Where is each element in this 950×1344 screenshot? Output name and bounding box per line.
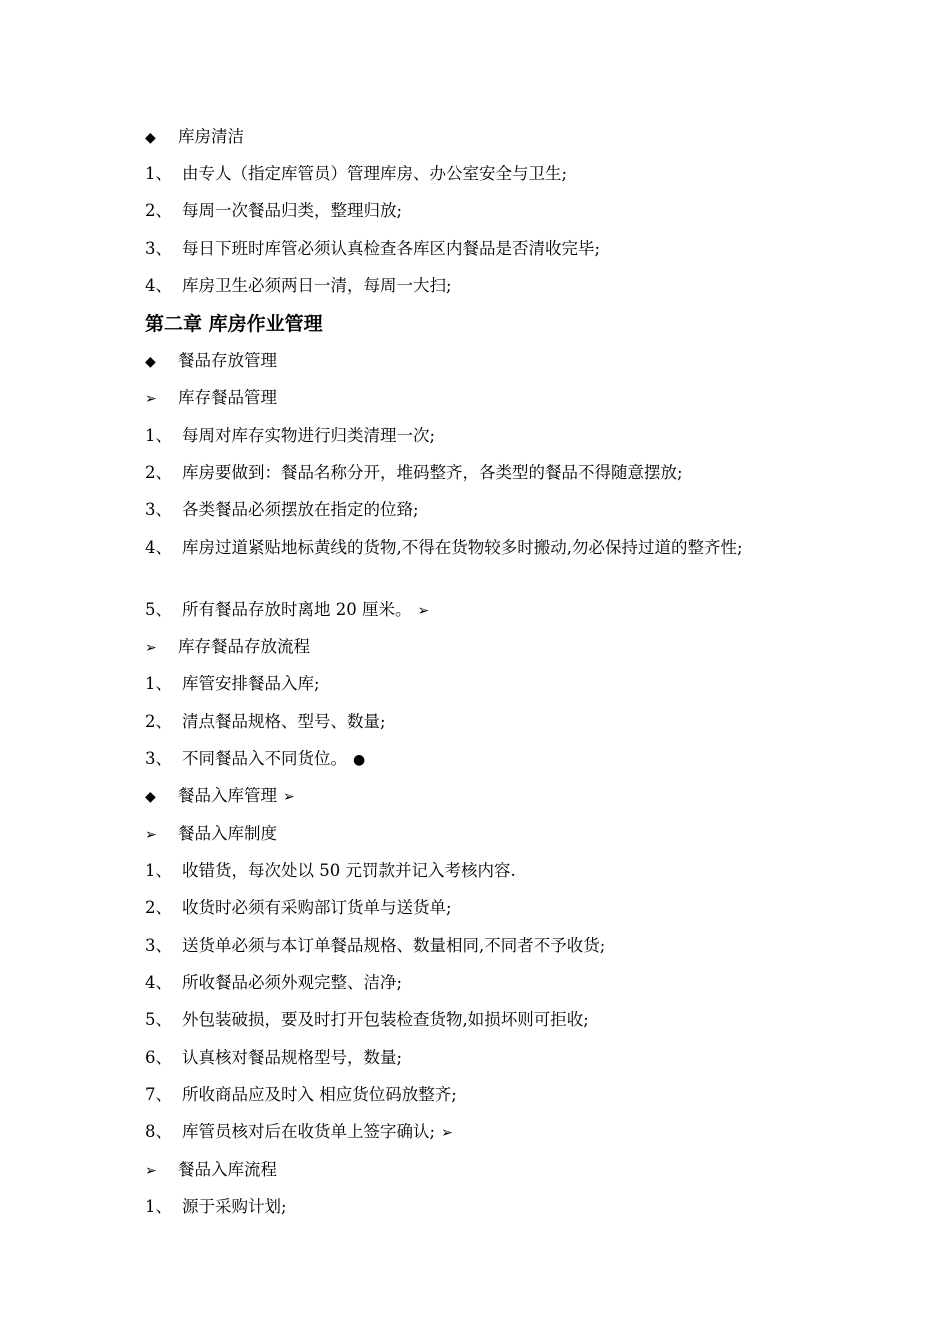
list-item (145, 599, 850, 622)
list-item (145, 499, 850, 521)
arrow-bullet-icon: ➢ (283, 789, 295, 805)
item-number: 4、 (145, 276, 172, 295)
subsection-label: 餐品入库制度 (178, 824, 277, 843)
item-text: 库管员核对后在收货单上签字确认; (182, 1122, 436, 1141)
list-item (145, 537, 820, 559)
diamond-bullet-icon: ◆ (145, 354, 156, 370)
list-item (145, 785, 850, 808)
item-number: 2、 (145, 712, 172, 731)
list-item (145, 748, 850, 771)
item-number: 3、 (145, 500, 172, 519)
circle-bullet-icon: ● (353, 752, 366, 768)
item-number: 8、 (145, 1122, 172, 1141)
item-number: 2、 (145, 201, 172, 220)
item-text: 收错货，每次处以 50 元罚款并记入考核内容. (182, 861, 516, 880)
list-item (145, 200, 850, 222)
item-text: 送货单必须与本订单餐品规格、数量相同,不同者不予收货; (182, 936, 606, 955)
arrow-bullet-icon: ➢ (441, 1125, 453, 1141)
item-text: 源于采购计划; (182, 1197, 287, 1216)
item-text: 所收餐品必须外观完整、洁净; (182, 973, 403, 992)
item-text: 库房过道紧贴地标黄线的货物,不得在货物较多时搬动,勿必保持过道的整齐性; (182, 538, 743, 557)
section-label: 餐品存放管理 (178, 351, 277, 370)
item-text: 每日下班时库管必须认真检查各库区内餐品是否清收完毕; (182, 239, 601, 258)
item-number: 7、 (145, 1085, 172, 1104)
arrow-bullet-icon: ➢ (145, 1163, 157, 1179)
item-text: 不同餐品入不同货位。 (182, 749, 347, 768)
item-text: 清点餐品规格、型号、数量; (182, 712, 386, 731)
list-item (145, 163, 850, 185)
item-text: 库房要做到：餐品名称分开，堆码整齐，各类型的餐品不得随意摆放; (182, 463, 683, 482)
list-item (145, 897, 850, 919)
item-text: 外包装破损，要及时打开包装检查货物,如损坏则可拒收; (182, 1010, 589, 1029)
list-item (145, 126, 850, 149)
item-text: 所收商品应及时入 相应货位码放整齐; (182, 1085, 457, 1104)
item-number: 1、 (145, 674, 172, 693)
item-number: 3、 (145, 749, 172, 768)
item-number: 1、 (145, 426, 172, 445)
list-item (145, 823, 850, 846)
list-item (145, 860, 850, 882)
arrow-bullet-icon: ➢ (145, 391, 157, 407)
list-item (145, 350, 850, 373)
list-item (145, 275, 850, 297)
list-item (145, 636, 850, 659)
item-text: 每周一次餐品归类，整理归放; (182, 201, 403, 220)
list-item (145, 972, 850, 994)
item-text: 每周对库存实物进行归类清理一次; (182, 426, 436, 445)
list-item (145, 935, 850, 957)
item-number: 3、 (145, 239, 172, 258)
item-number: 4、 (145, 973, 172, 992)
item-text: 所有餐品存放时离地 20 厘米。 (182, 600, 412, 619)
subsection-label: 库存餐品存放流程 (178, 637, 310, 656)
item-text: 收货时必须有采购部订货单与送货单; (182, 898, 452, 917)
item-number: 3、 (145, 936, 172, 955)
diamond-bullet-icon: ◆ (145, 130, 156, 146)
list-item (145, 1009, 850, 1031)
chapter-heading: 第二章 库房作业管理 (145, 313, 323, 335)
list-item (145, 462, 850, 484)
subsection-label: 餐品入库流程 (178, 1160, 277, 1179)
item-number: 2、 (145, 898, 172, 917)
item-text: 由专人（指定库管员）管理库房、办公室安全与卫生; (182, 164, 568, 183)
list-item (145, 1121, 850, 1144)
list-item (145, 711, 850, 733)
item-number: 6、 (145, 1048, 172, 1067)
list-item (145, 1159, 850, 1182)
section-label: 餐品入库管理 (178, 786, 277, 805)
item-text: 库房卫生必须两日一清，每周一大扫; (182, 276, 452, 295)
list-item (145, 387, 850, 410)
item-number: 4、 (145, 538, 172, 557)
list-item (145, 1084, 850, 1106)
item-text: 认真核对餐品规格型号，数量; (182, 1048, 403, 1067)
subsection-label: 库存餐品管理 (178, 388, 277, 407)
arrow-bullet-icon: ➢ (145, 640, 157, 656)
item-number: 5、 (145, 600, 172, 619)
diamond-bullet-icon: ◆ (145, 789, 156, 805)
item-number: 2、 (145, 463, 172, 482)
item-number: 1、 (145, 861, 172, 880)
section-label: 库房清洁 (178, 127, 244, 146)
arrow-bullet-icon: ➢ (145, 827, 157, 843)
list-item (145, 425, 850, 447)
item-number: 1、 (145, 1197, 172, 1216)
list-item (145, 673, 850, 695)
item-text: 库管安排餐品入库; (182, 674, 320, 693)
arrow-bullet-icon: ➢ (417, 603, 430, 619)
item-number: 1、 (145, 164, 172, 183)
list-item (145, 1196, 850, 1218)
list-item (145, 1047, 850, 1069)
item-number: 5、 (145, 1010, 172, 1029)
item-text: 各类餐品必须摆放在指定的位臵; (182, 500, 419, 519)
list-item (145, 238, 850, 260)
